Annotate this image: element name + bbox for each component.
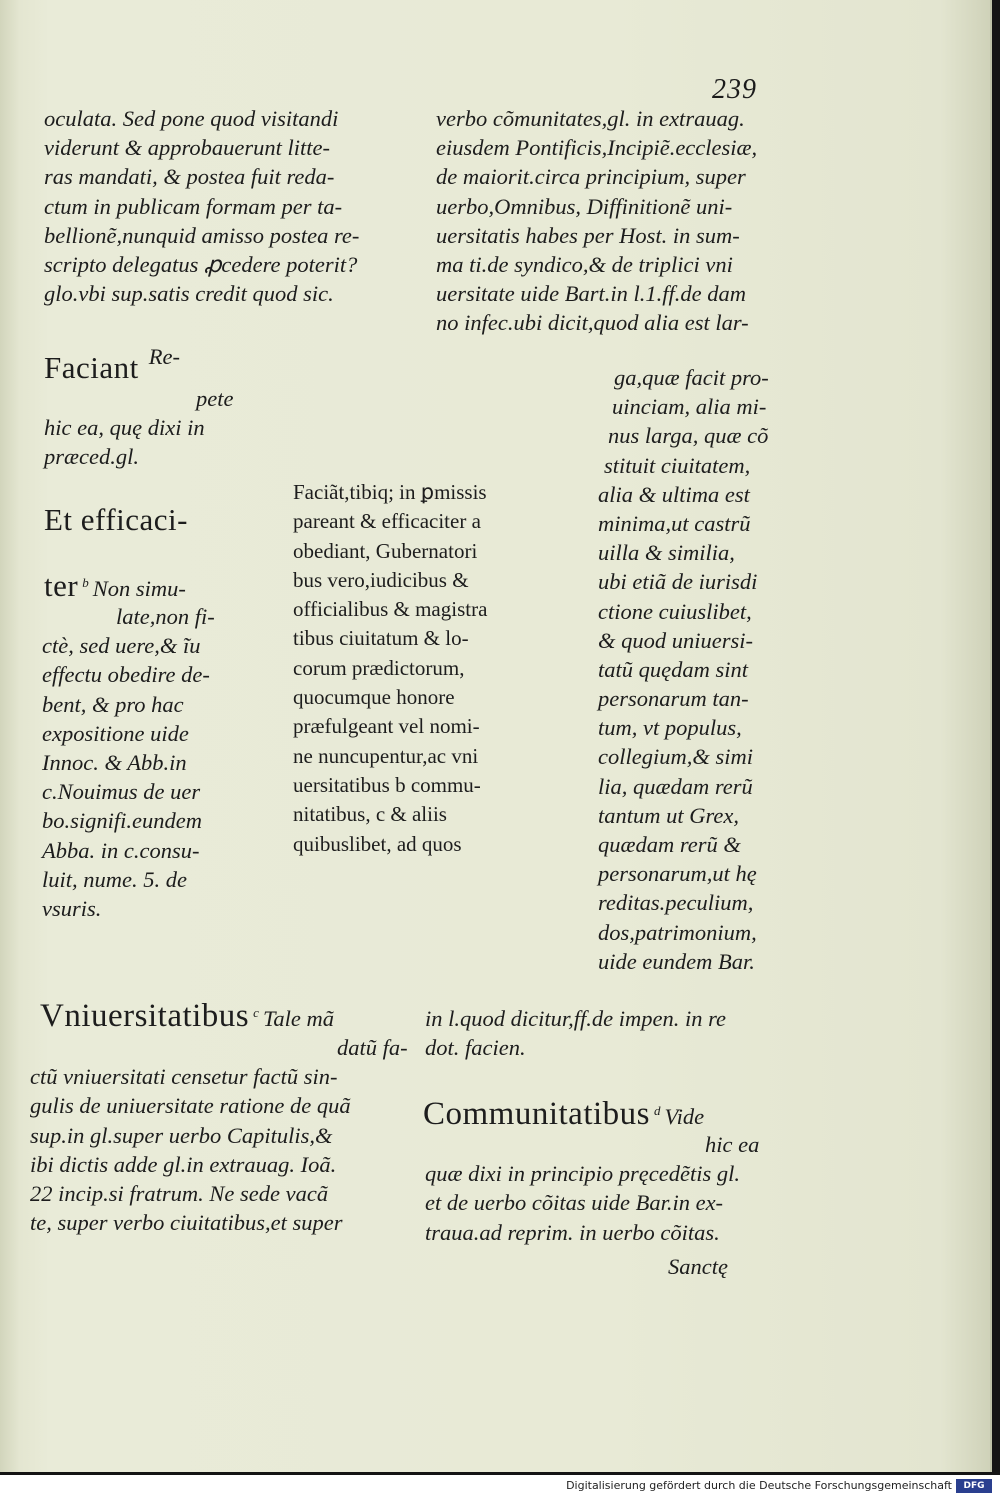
text-line: bo.signifi.eundem [42, 808, 202, 834]
text-line: ma ti.de syndico,& de triplici vni [436, 251, 733, 277]
text-line: nus larga, quæ cõ [608, 423, 769, 449]
gloss-communitatibus-first: Vide [664, 1104, 705, 1129]
text-line: bent, & pro hac [42, 691, 184, 717]
statute-column [293, 478, 487, 859]
text-line: effectu obedire de- [42, 662, 210, 688]
text-line: reditas.peculium, [598, 890, 754, 916]
text-line: ctum in publicam formam per ta- [44, 193, 343, 219]
text-line: personarum,ut hę [598, 861, 757, 887]
text-line: no infec.ubi dicit,quod alia est lar- [436, 310, 749, 336]
footer-credit: Digitalisierung gefördert durch die Deutsche Forschungsgemeinschaft [566, 1479, 952, 1492]
gloss-line: hic ea [705, 1132, 760, 1157]
text-line: datũ fa- [337, 1035, 408, 1060]
text-line: uerbo,Omnibus, Diffinitionẽ uni- [436, 193, 733, 219]
column-right-middle [598, 363, 769, 976]
text-line: c.Nouimus de uer [42, 779, 201, 805]
text-line: uersitatibus b commu- [293, 772, 481, 797]
text-line: ras mandati, & postea fuit reda- [44, 164, 335, 190]
footer-bar [0, 1475, 1000, 1498]
text-line: quædam rerũ & [598, 832, 741, 857]
text-line: uide eundem Bar. [598, 948, 755, 974]
text-line: pareant & efficaciter a [293, 509, 481, 534]
text-line: nitatibus, c & aliis [293, 802, 447, 827]
text-line: gulis de uniuersitate ratione de quã [30, 1093, 351, 1119]
gloss-faciant-lines [44, 384, 233, 472]
gloss-line: traua.ad reprim. in uerbo cõitas. [425, 1219, 720, 1245]
gloss-faciant [44, 344, 180, 386]
text-line: Innoc. & Abb.in [42, 749, 187, 775]
gloss-efficaciter-lines [42, 602, 242, 923]
text-line: quocumque honore [293, 685, 455, 710]
text-line: præfulgeant vel nomi- [293, 714, 480, 739]
text-line: ne nuncupentur,ac vni [293, 743, 479, 768]
text-line: uilla & similia, [598, 540, 735, 566]
text-line: ctũ vniuersitati censetur factũ sin- [30, 1064, 338, 1090]
text-line: minima,ut castrũ [598, 510, 751, 536]
text-line: vsuris. [42, 895, 102, 921]
text-line: tatũ quędam sint [598, 656, 748, 682]
text-line: corum prædictorum, [293, 655, 465, 680]
text-line: viderunt & approbauerunt litte- [44, 135, 331, 161]
text-line: ubi etiã de iurisdi [598, 569, 758, 595]
text-line: ctione cuiuslibet, [598, 598, 752, 624]
text-line: tum, vt populus, [598, 715, 742, 741]
catchword: Sanctę [668, 1254, 728, 1279]
gloss-universitatibus-lines [30, 1033, 408, 1237]
gloss-mark: d [654, 1103, 661, 1118]
text-line: uinciam, alia mi- [612, 394, 767, 420]
text-line: ga,quæ facit pro- [614, 365, 769, 390]
text-line: te, super verbo ciuitatibus,et super [30, 1210, 343, 1236]
gloss-mark: b [82, 575, 89, 590]
lemma-communitatibus: Communitatibus [423, 1096, 651, 1132]
text-line: eiusdem Pontificis,Incipiẽ.ecclesiæ, [436, 135, 758, 161]
text-line: collegium,& simi [598, 744, 753, 770]
lemma-faciant: Faciant [44, 350, 139, 385]
text-line: expositione uide [42, 720, 189, 746]
text-line: Abba. in c.consu- [42, 837, 200, 863]
text-line: ctè, sed uere,& ĩu [42, 633, 201, 659]
text-line: alia & ultima est [598, 481, 750, 507]
text-line: 22 incip.si fratrum. Ne sede vacã [30, 1180, 329, 1206]
text-line: obediant, Gubernatori [293, 538, 478, 563]
text-line: & quod uniuersi- [598, 627, 753, 653]
text-line: late,non fi- [116, 604, 215, 629]
column-right-continuation [425, 1004, 726, 1062]
lemma-ter: ter [44, 568, 79, 603]
gloss-communitatibus-lines [425, 1130, 759, 1247]
text-line: stituit ciuitatem, [604, 452, 751, 478]
text-line: lia, quædam rerũ [598, 773, 753, 799]
gloss-line: et de uerbo cõitas uide Bar.in ex- [425, 1190, 724, 1216]
column-right-top [436, 104, 757, 338]
text-line: tantum ut Grex, [598, 802, 740, 828]
text-line: scripto delegatus ꝓcedere poterit? [44, 251, 358, 277]
text-line: sup.in gl.super uerbo Capitulis,& [30, 1122, 333, 1148]
text-line: bus vero,iudicibus & [293, 567, 469, 592]
gloss-mark: c [253, 1005, 259, 1020]
gloss-communitatibus-head [423, 1096, 704, 1133]
gloss-line: pete [196, 386, 234, 411]
text-line: officialibus & magistra [293, 597, 488, 622]
text-line: oculata. Sed pone quod visitandi [44, 106, 339, 131]
text-line: de maiorit.circa principium, super [436, 164, 746, 190]
text-line: personarum tan- [598, 686, 749, 712]
text-line: verbo cõmunitates,gl. in extrauag. [436, 106, 745, 131]
text-line: bellionẽ,nunquid amisso postea re- [44, 222, 360, 248]
gloss-efficaciter-first: Non simu- [92, 576, 186, 601]
gloss-faciant-first: Re- [148, 344, 180, 369]
gloss-universitatibus-head [40, 998, 334, 1035]
text-line: dos,patrimonium, [598, 919, 757, 945]
text-line: Faciãt,tibiq; in ꝑmissis [293, 480, 487, 504]
text-line: uersitatis habes per Host. in sum- [436, 222, 740, 248]
text-line: uersitate uide Bart.in l.1.ff.de dam [436, 281, 746, 307]
gloss-line: præced.gl. [44, 444, 139, 470]
folio-number: 239 [712, 74, 757, 105]
gloss-line: dot. facien. [425, 1035, 526, 1061]
column-left-top [44, 104, 359, 308]
dfg-logo: DFG [956, 1479, 992, 1493]
text-line: glo.vbi sup.satis credit quod sic. [44, 281, 334, 307]
text-line: luit, nume. 5. de [42, 866, 187, 892]
text-line: ibi dictis adde gl.in extrauag. Ioã. [30, 1151, 337, 1177]
gloss-line: hic ea, quę dixi in [44, 415, 205, 441]
gloss-universitatibus-first: Tale mã [262, 1006, 334, 1031]
gloss-efficaciter-head [44, 568, 186, 604]
gloss-line: quæ dixi in principio pręcedẽtis gl. [425, 1161, 740, 1187]
text-line: quibuslibet, ad quos [293, 831, 462, 856]
text-line: tibus ciuitatum & lo- [293, 626, 469, 651]
lemma-universitatibus: Vniuersitatibus [40, 998, 250, 1034]
gloss-line: in l.quod dicitur,ff.de impen. in re [425, 1006, 727, 1031]
lemma-et-efficaciter: Et efficaci- [44, 502, 188, 537]
